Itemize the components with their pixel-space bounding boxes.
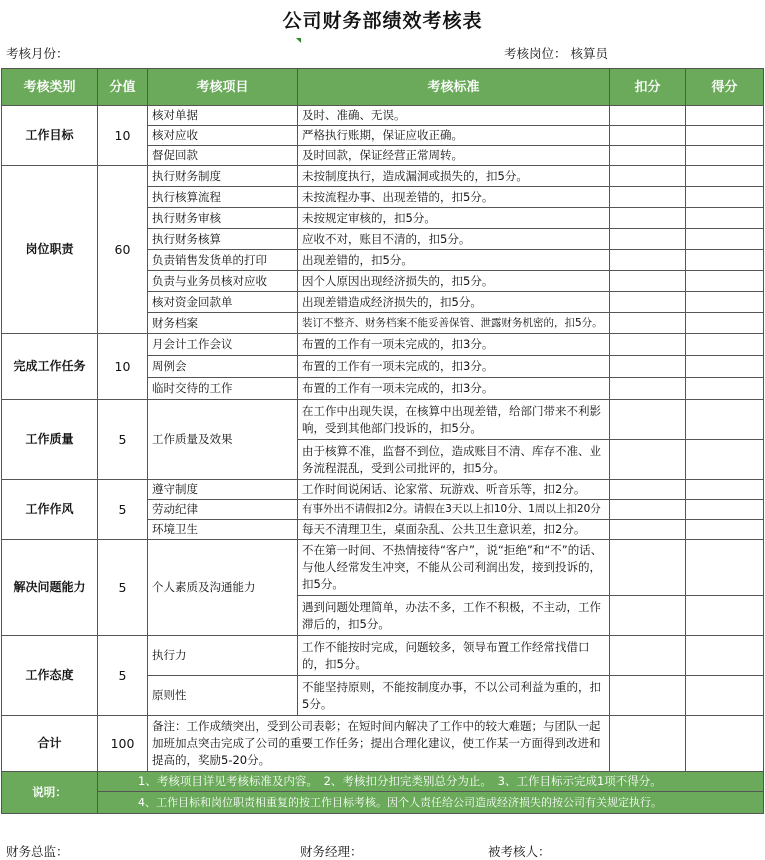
deduction-cell[interactable] <box>610 636 686 676</box>
result-cell[interactable] <box>686 146 764 166</box>
standard-cell: 因个人原因出现经济损失的，扣5分。 <box>298 271 610 292</box>
score-cell: 5 <box>98 540 148 636</box>
deduction-cell[interactable] <box>610 520 686 540</box>
item-cell: 负责销售发货单的打印 <box>148 250 298 271</box>
result-cell[interactable] <box>686 596 764 636</box>
standard-cell: 布置的工作有一项未完成的，扣3分。 <box>298 356 610 378</box>
result-cell[interactable] <box>686 500 764 520</box>
deduction-cell[interactable] <box>610 596 686 636</box>
standard-cell: 装订不整齐、财务档案不能妥善保管、泄露财务机密的，扣5分。 <box>298 313 610 334</box>
post-value: 核算员 <box>570 46 609 61</box>
header-row <box>2 69 764 106</box>
result-cell[interactable] <box>686 540 764 596</box>
result-cell[interactable] <box>686 292 764 313</box>
header-score: 分值 <box>98 69 148 106</box>
score-cell: 10 <box>98 334 148 400</box>
page-title: 公司财务部绩效考核表 <box>282 10 483 32</box>
score-cell: 5 <box>98 400 148 480</box>
assessment-table <box>1 68 764 814</box>
category-cell: 完成工作任务 <box>2 334 98 400</box>
header-category: 考核类别 <box>2 69 98 106</box>
item-cell: 遵守制度 <box>148 480 298 500</box>
deduction-cell[interactable] <box>610 187 686 208</box>
standard-cell: 遇到问题处理简单，办法不多，工作不积极，不主动，工作滞后的，扣5分。 <box>298 596 610 636</box>
standard-cell: 未按规定审核的，扣5分。 <box>298 208 610 229</box>
deduction-cell[interactable] <box>610 676 686 716</box>
item-cell: 核对应收 <box>148 126 298 146</box>
item-cell: 原则性 <box>148 676 298 716</box>
footer-manager: 财务经理： <box>300 844 363 859</box>
header-item: 考核项目 <box>148 69 298 106</box>
table-row <box>2 334 764 356</box>
item-cell: 环境卫生 <box>148 520 298 540</box>
note-row <box>2 792 764 814</box>
result-cell[interactable] <box>686 208 764 229</box>
table-row <box>2 166 764 187</box>
standard-cell: 应收不对，账目不清的，扣5分。 <box>298 229 610 250</box>
footer-director: 财务总监： <box>6 844 69 859</box>
deduction-cell[interactable] <box>610 356 686 378</box>
deduction-cell[interactable] <box>610 146 686 166</box>
result-cell[interactable] <box>686 400 764 440</box>
standard-cell: 由于核算不准，监督不到位，造成账目不清、库存不准、业务流程混乱，受到公司批评的，扣5分。 <box>298 440 610 480</box>
result-cell[interactable] <box>686 313 764 334</box>
standard-cell: 布置的工作有一项未完成的，扣3分。 <box>298 334 610 356</box>
result-cell[interactable] <box>686 126 764 146</box>
item-cell: 执行财务制度 <box>148 166 298 187</box>
total-score: 100 <box>98 716 148 772</box>
item-cell: 执行力 <box>148 636 298 676</box>
result-cell[interactable] <box>686 636 764 676</box>
deduction-cell[interactable] <box>610 480 686 500</box>
deduction-cell[interactable] <box>610 500 686 520</box>
deduction-cell[interactable] <box>610 208 686 229</box>
table-row <box>2 400 764 440</box>
deduction-cell[interactable] <box>610 250 686 271</box>
category-cell: 工作态度 <box>2 636 98 716</box>
result-cell[interactable] <box>686 250 764 271</box>
total-row <box>2 716 764 772</box>
result-cell[interactable] <box>686 106 764 126</box>
standard-cell: 不能坚持原则，不能按制度办事，不以公司利益为重的，扣5分。 <box>298 676 610 716</box>
header-standard: 考核标准 <box>298 69 610 106</box>
deduction-cell[interactable] <box>610 106 686 126</box>
post-label: 考核岗位： <box>504 46 567 61</box>
category-cell: 工作目标 <box>2 106 98 166</box>
note-line-2: 4、工作目标和岗位职责相重复的按工作目标考核。因个人责任给公司造成经济损失的按公司有关规定执行。 <box>98 792 764 814</box>
note-line-1: 1、考核项目详见考核标准及内容。 2、考核扣分扣完类别总分为止。 3、工作目标示完成1项不得分。 <box>98 772 764 792</box>
deduction-cell[interactable] <box>610 313 686 334</box>
deduction-cell[interactable] <box>610 271 686 292</box>
item-cell: 周例会 <box>148 356 298 378</box>
result-cell[interactable] <box>686 480 764 500</box>
standard-cell: 布置的工作有一项未完成的，扣3分。 <box>298 378 610 400</box>
result-cell[interactable] <box>686 356 764 378</box>
item-cell: 核对资金回款单 <box>148 292 298 313</box>
result-cell[interactable] <box>686 334 764 356</box>
deduction-cell[interactable] <box>610 126 686 146</box>
deduction-cell[interactable] <box>610 334 686 356</box>
item-cell: 个人素质及沟通能力 <box>148 540 298 636</box>
standard-cell: 严格执行账期，保证应收正确。 <box>298 126 610 146</box>
result-cell[interactable] <box>686 166 764 187</box>
standard-cell: 出现差错造成经济损失的，扣5分。 <box>298 292 610 313</box>
item-cell: 执行财务核算 <box>148 229 298 250</box>
deduction-cell[interactable] <box>610 540 686 596</box>
note-label: 说明： <box>2 772 98 814</box>
result-cell[interactable] <box>686 229 764 250</box>
header-deduction: 扣分 <box>610 69 686 106</box>
cell-marker-icon <box>296 38 301 43</box>
item-cell: 核对单据 <box>148 106 298 126</box>
deduction-cell[interactable] <box>610 716 686 772</box>
deduction-cell[interactable] <box>610 400 686 440</box>
result-cell[interactable] <box>686 378 764 400</box>
total-label: 合计 <box>2 716 98 772</box>
result-cell[interactable] <box>686 440 764 480</box>
footer-assessee: 被考核人： <box>488 844 551 859</box>
table-row <box>2 636 764 676</box>
item-cell: 月会计工作会议 <box>148 334 298 356</box>
item-cell: 执行核算流程 <box>148 187 298 208</box>
score-cell: 10 <box>98 106 148 166</box>
item-cell: 督促回款 <box>148 146 298 166</box>
result-cell[interactable] <box>686 716 764 772</box>
post-field <box>504 44 608 62</box>
item-cell: 工作质量及效果 <box>148 400 298 480</box>
category-cell: 岗位职责 <box>2 166 98 334</box>
score-cell: 5 <box>98 480 148 540</box>
category-cell: 解决问题能力 <box>2 540 98 636</box>
table-row <box>2 480 764 500</box>
header-result: 得分 <box>686 69 764 106</box>
standard-cell: 及时回款，保证经营正常周转。 <box>298 146 610 166</box>
item-cell: 执行财务审核 <box>148 208 298 229</box>
category-cell: 工作作风 <box>2 480 98 540</box>
note-row <box>2 772 764 792</box>
item-cell: 劳动纪律 <box>148 500 298 520</box>
deduction-cell[interactable] <box>610 229 686 250</box>
standard-cell: 及时、准确、无误。 <box>298 106 610 126</box>
month-label: 考核月份： <box>6 46 69 61</box>
deduction-cell[interactable] <box>610 378 686 400</box>
result-cell[interactable] <box>686 676 764 716</box>
result-cell[interactable] <box>686 187 764 208</box>
score-cell: 60 <box>98 166 148 334</box>
deduction-cell[interactable] <box>610 292 686 313</box>
standard-cell: 不在第一时间、不热情接待“客户”，说“拒绝”和“不”的话、与他人经常发生冲突，不能从公司利润出发，接到投诉的，扣5分。 <box>298 540 610 596</box>
item-cell: 临时交待的工作 <box>148 378 298 400</box>
item-cell: 财务档案 <box>148 313 298 334</box>
table-row <box>2 106 764 126</box>
category-cell: 工作质量 <box>2 400 98 480</box>
total-remark: 备注：工作成绩突出，受到公司表彰；在短时间内解决了工作中的较大难题；与团队一起加班加点突击完成了公司的重要工作任务；提出合理化建议，使工作某一方面得到改进和提高的，奖励5-20分。 <box>148 716 610 772</box>
result-cell[interactable] <box>686 271 764 292</box>
standard-cell: 出现差错的，扣5分。 <box>298 250 610 271</box>
standard-cell: 每天不清理卫生，桌面杂乱、公共卫生意识差，扣2分。 <box>298 520 610 540</box>
deduction-cell[interactable] <box>610 166 686 187</box>
standard-cell: 未按制度执行，造成漏洞或损失的，扣5分。 <box>298 166 610 187</box>
table-row <box>2 540 764 596</box>
score-cell: 5 <box>98 636 148 716</box>
standard-cell: 工作时间说闲话、论家常、玩游戏、听音乐等，扣2分。 <box>298 480 610 500</box>
item-cell: 负责与业务员核对应收 <box>148 271 298 292</box>
result-cell[interactable] <box>686 520 764 540</box>
standard-cell: 在工作中出现失误，在核算中出现差错，给部门带来不利影响，受到其他部门投诉的，扣5分。 <box>298 400 610 440</box>
standard-cell: 有事外出不请假扣2分。请假在3天以上扣10分、1周以上扣20分 <box>298 500 610 520</box>
standard-cell: 工作不能按时完成，问题较多，领导布置工作经常找借口的，扣5分。 <box>298 636 610 676</box>
deduction-cell[interactable] <box>610 440 686 480</box>
standard-cell: 未按流程办事、出现差错的，扣5分。 <box>298 187 610 208</box>
